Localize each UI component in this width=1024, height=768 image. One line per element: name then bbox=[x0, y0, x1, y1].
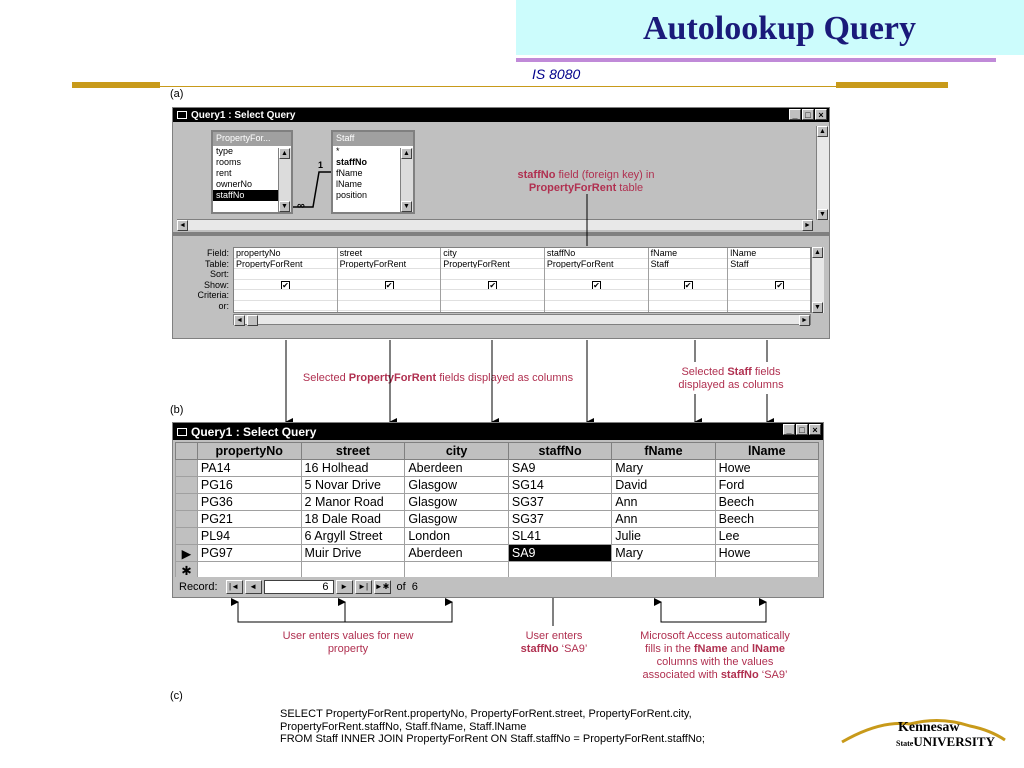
cell[interactable]: Mary bbox=[612, 460, 715, 477]
field-item[interactable]: * bbox=[336, 146, 340, 156]
grid-table[interactable]: Staff bbox=[728, 259, 810, 270]
cell[interactable]: PG16 bbox=[197, 477, 301, 494]
query-icon bbox=[177, 428, 187, 436]
grid-table[interactable]: PropertyForRent bbox=[545, 259, 648, 270]
show-checkbox[interactable]: ✔ bbox=[489, 280, 497, 290]
scroll-down-icon[interactable]: ▼ bbox=[817, 209, 828, 220]
cell[interactable]: PG21 bbox=[197, 511, 301, 528]
cell[interactable]: Ann bbox=[612, 494, 715, 511]
cell[interactable]: SG14 bbox=[508, 477, 611, 494]
cell[interactable]: PA14 bbox=[197, 460, 301, 477]
prev-record-icon[interactable]: ◄ bbox=[245, 580, 262, 594]
cell[interactable]: Aberdeen bbox=[405, 460, 509, 477]
row-selector[interactable] bbox=[176, 460, 198, 477]
cell[interactable]: 5 Novar Drive bbox=[301, 477, 405, 494]
cell[interactable]: PG97 bbox=[197, 545, 301, 562]
row-label: Sort: bbox=[209, 269, 229, 279]
cell[interactable]: Beech bbox=[715, 494, 818, 511]
datasheet-titlebar bbox=[173, 423, 823, 440]
cell[interactable]: Mary bbox=[612, 545, 715, 562]
design-window-title: Query1 : Select Query bbox=[191, 109, 296, 121]
row-label: or: bbox=[218, 300, 229, 311]
select-all-corner[interactable] bbox=[176, 443, 198, 460]
record-of-label: of bbox=[396, 581, 406, 593]
datasheet-window-title: Query1 : Select Query bbox=[191, 424, 317, 439]
grid-field[interactable]: lName bbox=[728, 248, 810, 259]
logo-text-university bbox=[896, 734, 995, 750]
record-total: 6 bbox=[411, 581, 418, 593]
scroll-up-icon[interactable]: ▲ bbox=[401, 148, 412, 159]
scroll-left-icon[interactable]: ◄ bbox=[177, 220, 188, 231]
course-code: IS 8080 bbox=[532, 66, 581, 82]
annotation-autofill: Microsoft Access automatically fills in the fName and lName columns with the values associated with staffNo ‘SA9’ bbox=[640, 630, 790, 681]
table-name: Staff bbox=[333, 132, 413, 146]
table-row[interactable] bbox=[176, 460, 819, 477]
logo-text-state: State bbox=[896, 739, 914, 748]
minimize-button[interactable]: _ bbox=[783, 424, 795, 435]
table-name: PropertyFor... bbox=[213, 132, 291, 146]
table-row[interactable] bbox=[176, 528, 819, 545]
show-checkbox[interactable]: ✔ bbox=[385, 280, 393, 290]
join-one-label: 1 bbox=[318, 160, 324, 170]
scroll-down-icon[interactable]: ▼ bbox=[812, 302, 823, 313]
cell[interactable]: Howe bbox=[715, 460, 818, 477]
part-a-label: (a) bbox=[170, 88, 184, 100]
grid-table[interactable]: PropertyForRent bbox=[338, 259, 441, 270]
row-label: Show: bbox=[203, 279, 229, 290]
slide-title: Autolookup Query bbox=[643, 10, 916, 47]
cell[interactable]: Ford bbox=[715, 477, 818, 494]
maximize-button[interactable]: □ bbox=[802, 109, 814, 120]
grid-table[interactable]: PropertyForRent bbox=[234, 259, 337, 270]
cell[interactable]: London bbox=[405, 528, 509, 545]
grid-field[interactable]: staffNo bbox=[545, 248, 648, 259]
row-label: Criteria: bbox=[197, 290, 229, 300]
scroll-left-icon[interactable]: ◄ bbox=[234, 315, 245, 326]
cell[interactable]: Lee bbox=[715, 528, 818, 545]
cell[interactable]: Julie bbox=[612, 528, 715, 545]
cell[interactable]: PL94 bbox=[197, 528, 301, 545]
annotation-propertyforrent-columns: Selected PropertyForRent fields displayed as columns bbox=[282, 372, 594, 385]
cell[interactable]: Aberdeen bbox=[405, 545, 509, 562]
column-header[interactable]: fName bbox=[612, 443, 715, 460]
cell[interactable]: Glasgow bbox=[405, 494, 509, 511]
sql-line: PropertyForRent.staffNo, Staff.fName, Staff.lName bbox=[280, 720, 527, 733]
cell[interactable]: SG37 bbox=[508, 511, 611, 528]
row-label: Field: bbox=[206, 248, 229, 258]
cell-selected[interactable]: SA9 bbox=[508, 545, 611, 562]
new-record-icon[interactable]: ✱ bbox=[176, 562, 198, 579]
field-item[interactable]: staffNo bbox=[336, 157, 367, 167]
maximize-button[interactable]: □ bbox=[796, 424, 808, 435]
row-label: Table: bbox=[204, 258, 229, 269]
logo-text-kennesaw: Kennesaw bbox=[898, 720, 960, 735]
sql-line: FROM Staff INNER JOIN PropertyForRent ON Staff.staffNo = PropertyForRent.staffNo; bbox=[280, 733, 705, 745]
table-row[interactable] bbox=[176, 494, 819, 511]
column-header[interactable]: street bbox=[301, 443, 405, 460]
cell[interactable]: SL41 bbox=[508, 528, 611, 545]
part-b-label: (b) bbox=[170, 404, 184, 416]
datasheet-grid bbox=[175, 442, 819, 578]
field-item[interactable]: type bbox=[216, 146, 234, 156]
show-checkbox[interactable]: ✔ bbox=[684, 280, 692, 290]
cell[interactable]: Ann bbox=[612, 511, 715, 528]
column-header[interactable]: propertyNo bbox=[197, 443, 301, 460]
field-item-selected[interactable]: staffNo bbox=[213, 190, 291, 201]
new-record-nav-icon[interactable]: ►✱ bbox=[374, 580, 391, 594]
show-checkbox[interactable]: ✔ bbox=[776, 280, 784, 290]
scroll-down-icon[interactable]: ▼ bbox=[401, 201, 412, 212]
annotation-foreign-key: staffNo field (foreign key) in PropertyForRent table bbox=[505, 169, 667, 195]
scroll-right-icon[interactable]: ► bbox=[799, 315, 810, 326]
scroll-up-icon[interactable]: ▲ bbox=[817, 126, 828, 137]
record-number-input[interactable]: 6 bbox=[264, 580, 334, 594]
field-item[interactable]: position bbox=[336, 190, 368, 200]
sql-statement bbox=[280, 708, 705, 746]
cell[interactable]: 16 Holhead bbox=[301, 460, 405, 477]
last-record-icon[interactable]: ►| bbox=[355, 580, 372, 594]
field-item[interactable]: rooms bbox=[216, 157, 242, 167]
current-record-icon[interactable]: ▶ bbox=[176, 545, 198, 562]
row-selector[interactable] bbox=[176, 477, 198, 494]
grid-field[interactable]: street bbox=[338, 248, 441, 259]
show-checkbox[interactable]: ✔ bbox=[593, 280, 600, 290]
grid-table[interactable]: Staff bbox=[649, 259, 728, 270]
grid-field[interactable]: city bbox=[441, 248, 544, 259]
annotation-new-property: User enters values for new property bbox=[282, 630, 414, 655]
table-row[interactable] bbox=[176, 511, 819, 528]
cell[interactable]: Glasgow bbox=[405, 477, 509, 494]
row-selector[interactable] bbox=[176, 528, 198, 545]
datasheet-window bbox=[172, 422, 824, 598]
scroll-down-icon[interactable]: ▼ bbox=[279, 201, 290, 212]
close-button[interactable]: × bbox=[809, 424, 821, 435]
field-item[interactable]: rent bbox=[216, 168, 232, 178]
sql-line: SELECT PropertyForRent.propertyNo, PropertyForRent.street, PropertyForRent.city, bbox=[280, 708, 692, 720]
field-item[interactable]: fName bbox=[336, 168, 363, 178]
cell[interactable]: Beech bbox=[715, 511, 818, 528]
column-header[interactable]: staffNo bbox=[508, 443, 611, 460]
field-item[interactable]: ownerNo bbox=[216, 179, 253, 189]
cell[interactable]: 6 Argyll Street bbox=[301, 528, 405, 545]
cell[interactable]: SA9 bbox=[508, 460, 611, 477]
annotation-staff-columns: Selected Staff fields displayed as columns bbox=[678, 366, 784, 391]
grid-field[interactable]: fName bbox=[649, 248, 728, 259]
logo-text-univ: UNIVERSITY bbox=[913, 734, 995, 749]
university-logo bbox=[840, 712, 1010, 756]
grid-field[interactable]: propertyNo bbox=[234, 248, 337, 259]
grid-table[interactable]: PropertyForRent bbox=[441, 259, 544, 270]
minimize-button[interactable]: _ bbox=[789, 109, 801, 120]
next-record-icon[interactable]: ► bbox=[336, 580, 353, 594]
record-label: Record: bbox=[179, 581, 218, 593]
cell[interactable]: SG37 bbox=[508, 494, 611, 511]
annotation-user-staffno: User enters staffNo ‘SA9’ bbox=[520, 630, 588, 655]
scroll-right-icon[interactable]: ► bbox=[802, 220, 813, 231]
field-item[interactable]: lName bbox=[336, 179, 363, 189]
row-selector[interactable] bbox=[176, 511, 198, 528]
table-row[interactable] bbox=[176, 477, 819, 494]
cell[interactable]: David bbox=[612, 477, 715, 494]
first-record-icon[interactable]: |◄ bbox=[226, 580, 243, 594]
scroll-up-icon[interactable]: ▲ bbox=[279, 148, 290, 159]
cell[interactable]: PG36 bbox=[197, 494, 301, 511]
column-header[interactable]: city bbox=[405, 443, 509, 460]
part-c-label: (c) bbox=[170, 690, 183, 702]
cell[interactable]: Howe bbox=[715, 545, 818, 562]
table-row-current[interactable] bbox=[176, 545, 819, 562]
close-button[interactable]: × bbox=[815, 109, 827, 120]
column-header[interactable]: lName bbox=[715, 443, 818, 460]
new-record-row[interactable] bbox=[176, 562, 819, 579]
show-checkbox[interactable]: ✔ bbox=[282, 280, 289, 290]
join-many-label: ∞ bbox=[297, 200, 305, 212]
record-navigator bbox=[173, 577, 823, 597]
cell[interactable]: 18 Dale Road bbox=[301, 511, 405, 528]
cell[interactable]: 2 Manor Road bbox=[301, 494, 405, 511]
scroll-up-icon[interactable]: ▲ bbox=[812, 247, 823, 258]
row-selector[interactable] bbox=[176, 494, 198, 511]
cell[interactable]: Glasgow bbox=[405, 511, 509, 528]
cell[interactable]: Muir Drive bbox=[301, 545, 405, 562]
